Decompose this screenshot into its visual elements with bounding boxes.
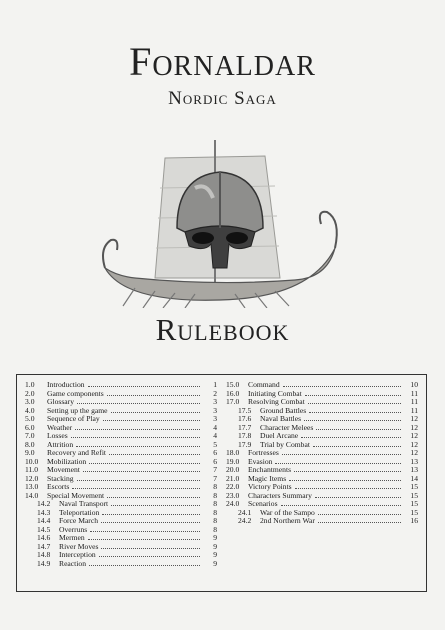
toc-leader-dots	[77, 480, 200, 481]
toc-entry-number: 14.0	[25, 490, 39, 500]
toc-entry-number: 1.0	[25, 380, 35, 389]
toc-leader-dots	[89, 565, 200, 566]
toc-right-column	[226, 381, 418, 591]
toc-entry-number: 24.1	[238, 507, 252, 517]
toc-entry-page: 7	[213, 465, 217, 474]
toc-entry-page: 12	[410, 422, 418, 432]
toc-entry-label: Stacking	[47, 473, 74, 483]
toc-entry-number: 21.0	[226, 473, 240, 483]
toc-entry-number: 8.0	[25, 439, 35, 449]
toc-entry-number: 14.8	[37, 550, 51, 559]
toc-entry-label: Escorts	[47, 482, 70, 491]
toc-entry-label: Mermen	[59, 533, 85, 542]
toc-entry-number: 14.2	[37, 499, 51, 508]
toc-entry	[25, 560, 217, 569]
toc-entry-number: 17.6	[238, 414, 252, 423]
toc-entry-page: 8	[213, 524, 217, 534]
toc-entry-page: 4	[213, 422, 217, 432]
toc-entry-label: Game components	[47, 388, 104, 398]
toc-leader-dots	[295, 488, 401, 489]
toc-entry	[25, 509, 217, 518]
toc-entry-number: 17.5	[238, 405, 252, 415]
toc-leader-dots	[71, 437, 200, 438]
toc-entry-label: Fortresses	[248, 448, 279, 457]
toc-entry-page: 9	[213, 533, 217, 542]
toc-entry-number: 15.0	[226, 380, 240, 389]
game-title: Fornaldar	[129, 39, 316, 84]
toc-entry-page: 13	[410, 456, 418, 466]
toc-entry-label: Trial by Combat	[260, 439, 310, 449]
toc-entry-page: 8	[213, 499, 217, 508]
toc-entry-label: Enchantments	[248, 465, 292, 474]
toc-entry-page: 11	[410, 388, 418, 398]
toc-entry-number: 14.5	[37, 524, 51, 534]
toc-entry-label: Interception	[59, 550, 96, 559]
toc-entry-label: Attrition	[47, 439, 74, 449]
toc-entry	[226, 424, 418, 433]
toc-entry-number: 17.8	[238, 431, 252, 440]
toc-entry-label: Scenarios	[248, 499, 278, 508]
toc-entry-number: 10.0	[25, 456, 39, 466]
toc-leader-dots	[318, 514, 401, 515]
toc-entry-label: Evasion	[248, 456, 273, 466]
toc-entry	[226, 500, 418, 509]
toc-entry-label: Setting up the game	[47, 405, 108, 415]
toc-entry-label: 2nd Northern War	[260, 516, 315, 525]
toc-leader-dots	[109, 454, 200, 455]
toc-entry-label: Losses	[47, 431, 68, 440]
toc-entry-label: Magic Items	[248, 473, 287, 483]
toc-entry-page: 10	[410, 380, 418, 389]
toc-entry-number: 17.0	[226, 397, 240, 406]
toc-entry-number: 17.9	[238, 439, 252, 449]
toc-entry-number: 20.0	[226, 465, 240, 474]
toc-entry-label: Movement	[47, 465, 80, 474]
toc-entry-label: Resolving Combat	[248, 397, 305, 406]
toc-entry-page: 2	[213, 388, 217, 398]
toc-entry-number: 14.9	[37, 558, 51, 568]
toc-entry-label: Mobilization	[47, 456, 87, 466]
toc-entry-number: 6.0	[25, 422, 35, 432]
toc-leader-dots	[88, 386, 200, 387]
toc-entry-number: 23.0	[226, 490, 240, 500]
toc-entry-page: 8	[213, 490, 217, 500]
toc-leader-dots	[315, 497, 401, 498]
toc-entry-number: 5.0	[25, 414, 35, 423]
toc-entry-label: Weather	[47, 422, 73, 432]
toc-entry-page: 8	[213, 507, 217, 517]
toc-left-column	[25, 381, 217, 591]
toc-entry	[226, 517, 418, 526]
toc-leader-dots	[275, 463, 401, 464]
toc-leader-dots	[77, 403, 200, 404]
toc-leader-dots	[304, 420, 401, 421]
table-of-contents	[16, 374, 427, 592]
toc-entry-page: 8	[213, 516, 217, 525]
toc-entry-page: 12	[410, 414, 418, 423]
toc-entry-page: 4	[213, 431, 217, 440]
toc-entry	[25, 526, 217, 535]
toc-leader-dots	[101, 548, 200, 549]
toc-leader-dots	[318, 522, 401, 523]
toc-entry-page: 6	[213, 456, 217, 466]
toc-entry-label: Command	[248, 380, 280, 389]
toc-entry-label: Force March	[59, 516, 99, 525]
toc-entry-page: 7	[213, 473, 217, 483]
toc-entry-number: 12.0	[25, 473, 39, 483]
toc-leader-dots	[99, 556, 200, 557]
toc-entry-number: 14.4	[37, 516, 51, 525]
toc-entry-page: 15	[410, 482, 418, 491]
toc-leader-dots	[102, 514, 200, 515]
toc-entry-label: Special Movement	[47, 490, 105, 500]
toc-leader-dots	[309, 412, 401, 413]
toc-leader-dots	[107, 497, 200, 498]
toc-leader-dots	[90, 531, 200, 532]
toc-entry-label: Initiating Combat	[248, 388, 302, 398]
toc-entry-page: 3	[213, 405, 217, 415]
toc-entry-label: Introduction	[47, 380, 85, 389]
toc-entry-label: Sequence of Play	[47, 414, 100, 423]
toc-entry-label: River Moves	[59, 541, 99, 551]
toc-entry	[25, 500, 217, 509]
toc-entry-number: 9.0	[25, 448, 35, 457]
toc-entry-page: 11	[410, 397, 418, 406]
toc-leader-dots	[72, 488, 200, 489]
toc-entry-page: 8	[213, 482, 217, 491]
toc-entry	[226, 398, 418, 407]
toc-entry-page: 11	[410, 405, 418, 415]
toc-leader-dots	[101, 522, 200, 523]
toc-entry-page: 15	[410, 490, 418, 500]
toc-entry-page: 12	[410, 439, 418, 449]
toc-entry	[25, 543, 217, 552]
toc-entry-number: 14.6	[37, 533, 51, 542]
toc-entry-page: 9	[213, 541, 217, 551]
toc-entry-page: 1	[213, 380, 217, 389]
toc-entry-page: 16	[410, 516, 418, 525]
toc-entry-page: 3	[213, 414, 217, 423]
toc-entry-number: 3.0	[25, 397, 35, 406]
toc-entry-label: Overruns	[59, 524, 88, 534]
toc-entry-number: 14.3	[37, 507, 51, 517]
toc-entry-number: 16.0	[226, 388, 240, 398]
toc-entry-label: Recovery and Refit	[47, 448, 107, 457]
toc-entry-number: 17.7	[238, 422, 252, 432]
toc-entry	[226, 407, 418, 416]
toc-leader-dots	[294, 471, 401, 472]
toc-entry-number: 24.0	[226, 499, 240, 508]
toc-entry-page: 13	[410, 465, 418, 474]
toc-entry-number: 4.0	[25, 405, 35, 415]
toc-entry-label: Teleportation	[59, 507, 100, 517]
toc-leader-dots	[83, 471, 200, 472]
toc-entry-label: Reaction	[59, 558, 86, 568]
toc-leader-dots	[107, 395, 200, 396]
toc-leader-dots	[281, 505, 401, 506]
toc-entry-label: Glossary	[47, 397, 74, 406]
toc-entry	[25, 517, 217, 526]
toc-entry-page: 9	[213, 558, 217, 568]
rulebook-title: Rulebook	[155, 312, 290, 347]
toc-entry-number: 24.2	[238, 516, 252, 525]
toc-entry-label: Victory Points	[248, 482, 292, 491]
toc-leader-dots	[89, 463, 200, 464]
toc-entry-number: 11.0	[25, 465, 39, 474]
toc-leader-dots	[283, 386, 401, 387]
toc-entry-number: 2.0	[25, 388, 35, 398]
toc-entry-page: 5	[213, 439, 217, 449]
toc-leader-dots	[308, 403, 401, 404]
toc-entry-page: 6	[213, 448, 217, 457]
toc-entry-label: Duel Arcane	[260, 431, 299, 440]
toc-entry-page: 3	[213, 397, 217, 406]
toc-entry-number: 7.0	[25, 431, 35, 440]
toc-entry	[25, 551, 217, 560]
toc-entry-label: Ground Battles	[260, 405, 307, 415]
toc-entry-page: 15	[410, 507, 418, 517]
toc-entry-label: Naval Transport	[59, 499, 109, 508]
toc-leader-dots	[111, 505, 200, 506]
toc-entry-label: Characters Summary	[248, 490, 312, 500]
toc-entry-page: 12	[410, 448, 418, 457]
toc-leader-dots	[88, 539, 200, 540]
toc-entry-label: Naval Battles	[260, 414, 302, 423]
toc-entry-page: 12	[410, 431, 418, 440]
toc-entry-label: Character Melees	[260, 422, 314, 432]
viking-helmet-longship-icon	[95, 128, 345, 308]
toc-leader-dots	[103, 420, 200, 421]
toc-leader-dots	[301, 437, 401, 438]
toc-entry	[25, 492, 217, 501]
toc-leader-dots	[75, 429, 200, 430]
toc-entry	[25, 534, 217, 543]
game-subtitle: Nordic Saga	[168, 88, 277, 109]
toc-entry-page: 9	[213, 550, 217, 559]
toc-leader-dots	[316, 429, 401, 430]
toc-entry-label: War of the Sampo	[260, 507, 315, 517]
toc-entry-number: 18.0	[226, 448, 240, 457]
toc-leader-dots	[313, 446, 401, 447]
toc-leader-dots	[76, 446, 200, 447]
toc-leader-dots	[282, 454, 401, 455]
toc-entry-number: 22.0	[226, 482, 240, 491]
toc-entry-number: 14.7	[37, 541, 51, 551]
toc-entry	[226, 415, 418, 424]
toc-entry-number: 19.0	[226, 456, 240, 466]
toc-entry-page: 14	[410, 473, 418, 483]
toc-entry	[226, 509, 418, 518]
toc-leader-dots	[111, 412, 200, 413]
toc-entry-page: 15	[410, 499, 418, 508]
toc-entry	[226, 432, 418, 441]
toc-leader-dots	[305, 395, 401, 396]
toc-entry-number: 13.0	[25, 482, 39, 491]
toc-leader-dots	[289, 480, 401, 481]
